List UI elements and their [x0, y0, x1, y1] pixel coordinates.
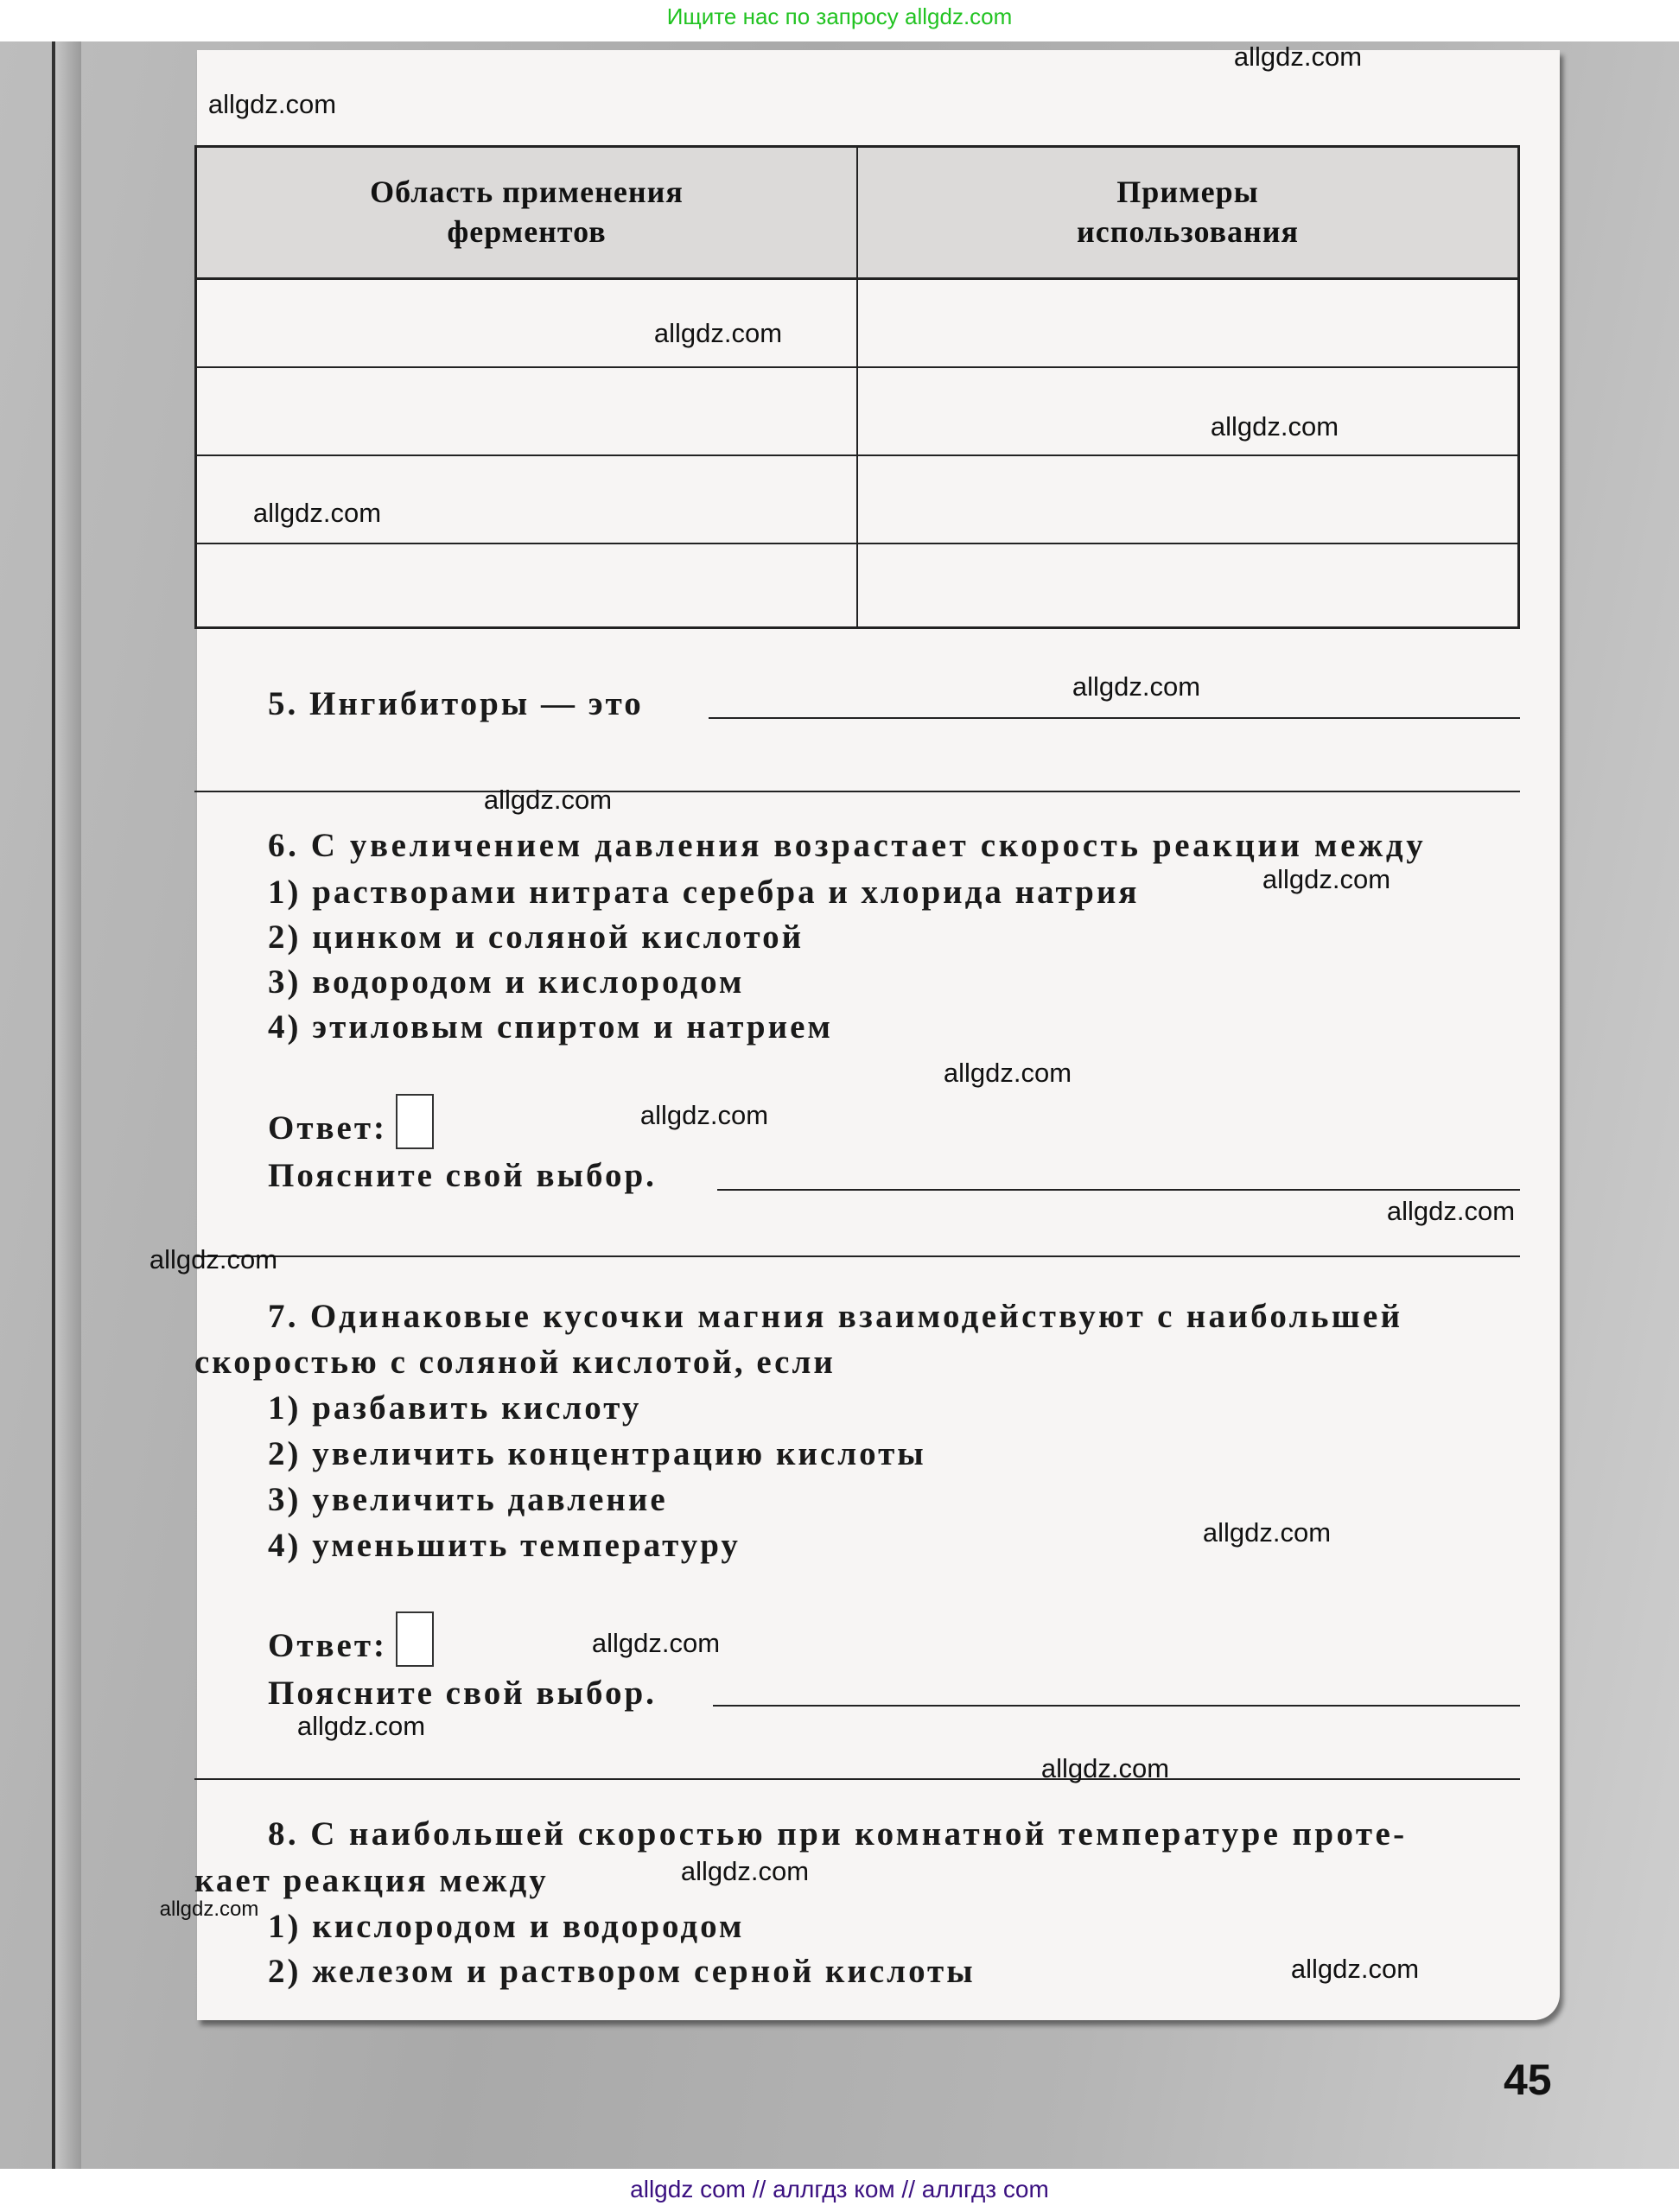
footer-links[interactable]: allgdz com // аллгдз ком // аллгдз com — [630, 2176, 1049, 2202]
answer-line[interactable] — [709, 717, 1520, 719]
q7-answer — [268, 1611, 434, 1667]
q6-explain-label: Поясните свой выбор. — [268, 1157, 657, 1194]
q7-text: скоростью с соляной кислотой, если — [194, 1344, 836, 1381]
answer-line[interactable] — [194, 1255, 1520, 1257]
watermark: allgdz.com — [1072, 671, 1201, 702]
watermark: allgdz.com — [149, 1244, 278, 1274]
answer-line[interactable] — [194, 791, 1520, 792]
enzymes-table — [194, 145, 1520, 629]
watermark: allgdz.com — [252, 498, 382, 528]
q5-text: 5. Ингибиторы — это — [268, 685, 644, 722]
watermark: allgdz.com — [1202, 1517, 1332, 1548]
header-examples — [858, 172, 1517, 251]
watermark: allgdz.com — [1290, 1954, 1420, 1984]
watermark: allgdz.com — [591, 1628, 721, 1658]
q7-option: 3) увеличить давление — [268, 1481, 668, 1518]
header-text: использования — [1077, 214, 1299, 249]
book-edge — [52, 41, 55, 2169]
q7-explain-label: Поясните свой выбор. — [268, 1675, 657, 1712]
header-application-area — [197, 172, 856, 251]
watermark: allgdz.com — [1040, 1753, 1170, 1783]
q8-option: 2) железом и раствором серной кислоты — [268, 1953, 976, 1990]
answer-label: Ответ: — [268, 1627, 388, 1664]
table-column-divider — [856, 148, 858, 626]
answer-line[interactable] — [194, 1778, 1520, 1780]
watermark: allgdz.com — [207, 89, 337, 119]
answer-line[interactable] — [713, 1705, 1520, 1707]
q8-option: 1) кислородом и водородом — [268, 1908, 745, 1945]
q6-option: 4) этиловым спиртом и натрием — [268, 1008, 833, 1046]
q6-text: 6. С увеличением давления возрастает скорость реакции между — [268, 827, 1427, 864]
book-spine — [55, 41, 81, 2169]
watermark: allgdz.com — [1233, 41, 1363, 72]
watermark: allgdz.com — [680, 1856, 810, 1886]
q7-option: 1) разбавить кислоту — [268, 1389, 642, 1427]
watermark: allgdz.com — [1386, 1196, 1516, 1226]
header-text: Примеры — [1116, 175, 1259, 209]
q8-text: 8. С наибольшей скоростью при комнатной температуре проте- — [268, 1815, 1408, 1853]
q7-text: 7. Одинаковые кусочки магния взаимодействуют с наибольшей — [268, 1298, 1403, 1335]
answer-box[interactable] — [396, 1611, 434, 1667]
watermark: allgdz.com — [943, 1058, 1072, 1088]
q6-answer — [268, 1094, 434, 1149]
watermark: allgdz.com — [159, 1897, 259, 1921]
top-banner[interactable]: Ищите нас по запросу allgdz.com — [666, 3, 1013, 29]
header-text: ферментов — [447, 214, 607, 249]
page-number: 45 — [1504, 2056, 1552, 2104]
q7-option: 4) уменьшить температуру — [268, 1527, 741, 1564]
q6-option: 2) цинком и соляной кислотой — [268, 918, 805, 956]
watermark: allgdz.com — [296, 1711, 426, 1741]
q8-text: кает реакция между — [194, 1862, 549, 1899]
header-text: Область применения — [370, 175, 684, 209]
answer-box[interactable] — [396, 1094, 434, 1149]
watermark: allgdz.com — [1210, 411, 1339, 442]
watermark: allgdz.com — [653, 318, 783, 348]
watermark: allgdz.com — [483, 785, 613, 815]
q6-option: 1) растворами нитрата серебра и хлорида натрия — [268, 874, 1140, 911]
q7-option: 2) увеличить концентрацию кислоты — [268, 1435, 926, 1472]
answer-line[interactable] — [717, 1189, 1520, 1191]
answer-label: Ответ: — [268, 1109, 388, 1147]
watermark: allgdz.com — [1262, 864, 1391, 894]
watermark: allgdz.com — [639, 1100, 769, 1130]
q6-option: 3) водородом и кислородом — [268, 963, 745, 1001]
